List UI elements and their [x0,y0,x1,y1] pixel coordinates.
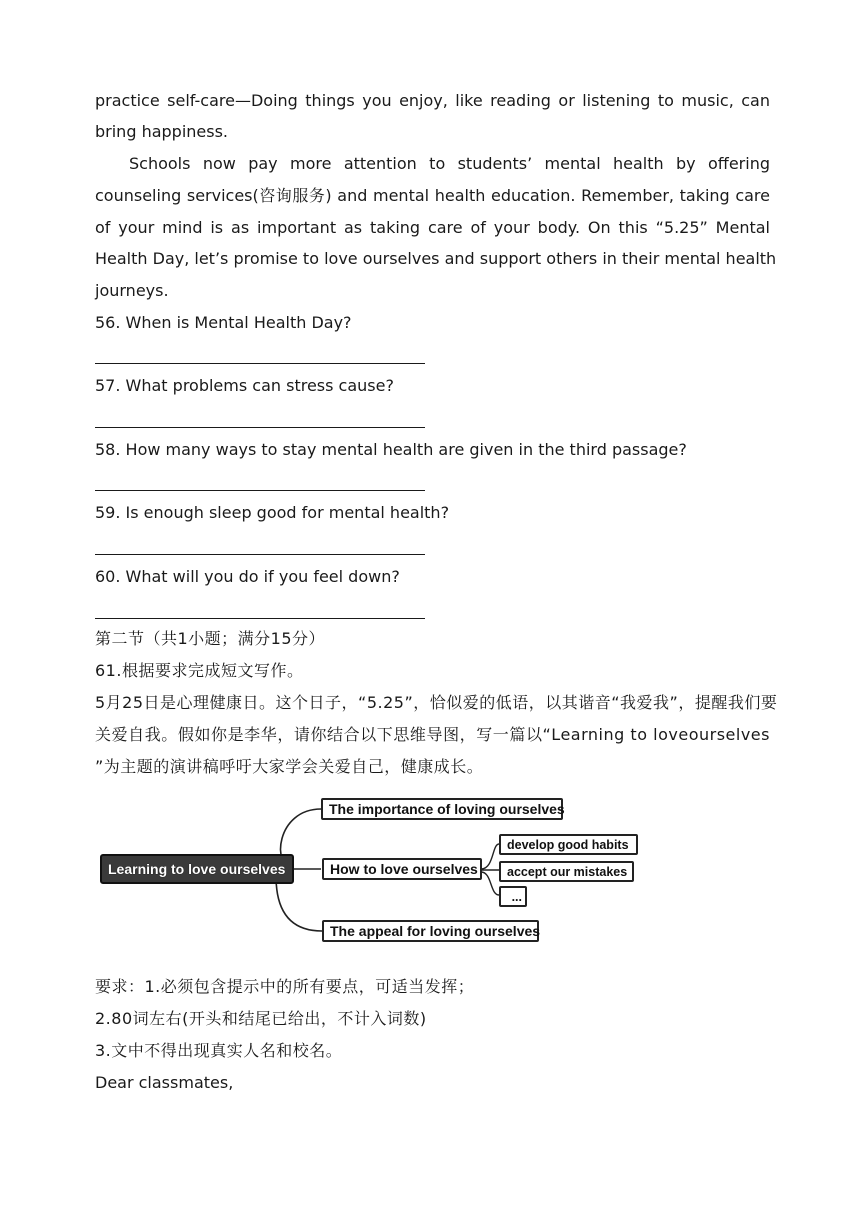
mind-map-sub-label: ... [511,890,522,904]
passage-line: of your mind is as important as taking care of your body. On this “5.25” Mental [95,218,770,237]
passage-line: journeys. [95,281,169,300]
passage-line: practice self-care—Doing things you enjoy, like reading or listening to music, can [95,91,770,110]
mind-map-branch-importance [321,798,563,820]
salutation: Dear classmates, [95,1073,234,1092]
mind-map [96,792,646,948]
requirement-line: 要求：1.必须包含提示中的所有要点，可适当发挥； [95,977,475,996]
mind-map-branch-appeal [322,920,539,942]
answer-line-59[interactable] [95,554,425,555]
question-57: 57. What problems can stress cause? [95,376,394,395]
mind-map-sub-label: develop good habits [507,838,629,852]
mind-map-branch-how [322,858,482,880]
prompt-line: 5月25日是心理健康日。这个日子，“5.25”，恰似爱的低语，以其谐音“我爱我”，提醒我们要 [95,693,778,712]
passage-line: Schools now pay more attention to students’ mental health by offering [129,154,770,173]
passage-line: bring happiness. [95,122,229,141]
mind-map-branch-label: How to love ourselves [330,861,478,877]
answer-line-60[interactable] [95,618,425,619]
question-60: 60. What will you do if you feel down? [95,567,400,586]
passage-line: counseling services(咨询服务) and mental health education. Remember, taking care [95,186,770,205]
answer-line-56[interactable] [95,363,425,364]
mind-map-root-label: Learning to love ourselves [108,861,286,877]
mind-map-sub-label: accept our mistakes [507,865,628,879]
prompt-line: 关爱自我。假如你是李华，请你结合以下思维导图，写一篇以“Learning to loveourselves [95,725,770,744]
requirement-line: 3.文中不得出现真实人名和校名。 [95,1041,343,1060]
mind-map-sub-more [499,886,527,907]
mind-map-branch-label: The appeal for loving ourselves [330,923,541,939]
mind-map-sub-habits [499,834,638,855]
mind-map-sub-mistakes [499,861,634,882]
section-heading: 第二节（共1小题；满分15分） [95,629,326,648]
answer-line-57[interactable] [95,427,425,428]
prompt-line: ”为主题的演讲稿呼吁大家学会关爱自己，健康成长。 [95,757,484,776]
passage-line: Health Day, let’s promise to love ourselves and support others in their mental health [95,249,777,268]
answer-line-58[interactable] [95,490,425,491]
mind-map-branch-label: The importance of loving ourselves [329,801,565,817]
question-56: 56. When is Mental Health Day? [95,313,352,332]
task-title: 61.根据要求完成短文写作。 [95,661,304,680]
question-58: 58. How many ways to stay mental health are given in the third passage? [95,440,687,459]
question-59: 59. Is enough sleep good for mental health? [95,503,450,522]
mind-map-root [100,854,294,884]
requirement-line: 2.80词左右(开头和结尾已给出，不计入词数) [95,1009,427,1028]
